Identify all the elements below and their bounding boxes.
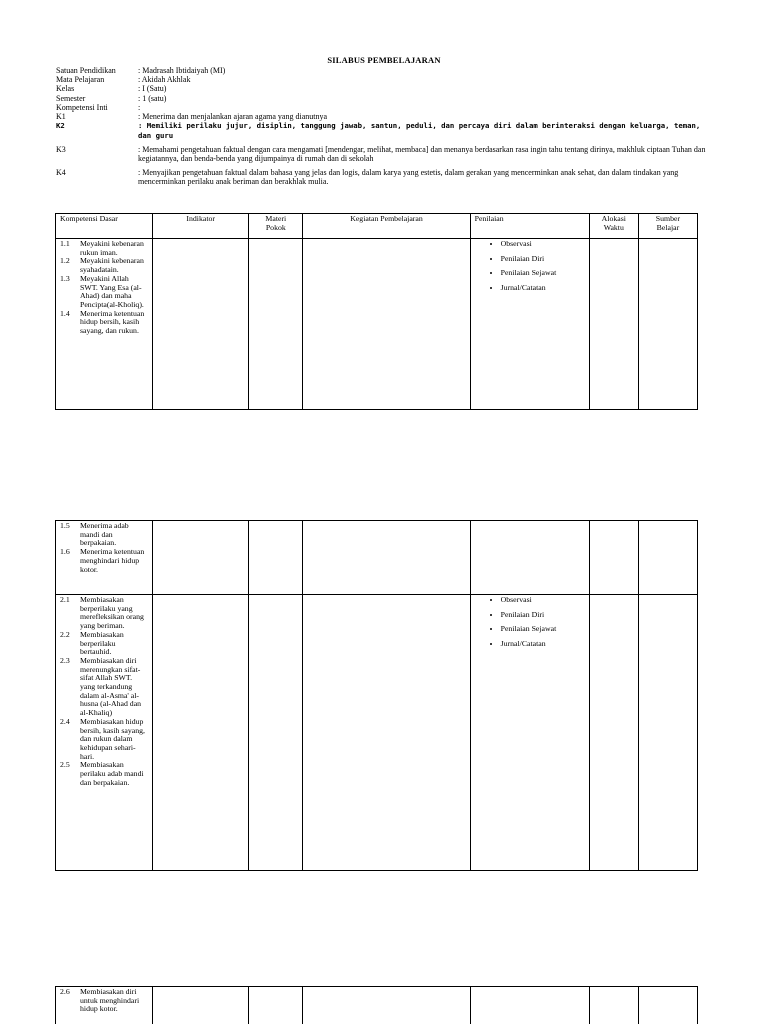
kd-text: Menerima ketentuan hidup bersih, kasih sayang, dan rukun. bbox=[80, 308, 145, 336]
header-line: Materi bbox=[265, 214, 287, 223]
syllabus-info bbox=[56, 66, 716, 186]
indikator-cell bbox=[153, 595, 249, 871]
info-row-k4 bbox=[56, 168, 716, 186]
kd-number: 2.4 bbox=[60, 716, 70, 726]
assessment-item: • Jurnal/Catatan bbox=[501, 284, 585, 293]
header-kegiatan: Kegiatan Pembelajaran bbox=[303, 214, 470, 239]
info-label: K1 bbox=[56, 112, 66, 122]
info-label: Satuan Pendidikan bbox=[56, 66, 116, 75]
info-row-k2 bbox=[56, 121, 716, 141]
list-item bbox=[60, 240, 148, 257]
header-line: Pokok bbox=[265, 222, 286, 232]
materi-cell bbox=[249, 239, 303, 410]
info-value: : bbox=[138, 102, 141, 112]
indikator-cell bbox=[153, 987, 249, 1024]
table-row bbox=[56, 987, 698, 1024]
table-row bbox=[56, 239, 698, 410]
kegiatan-cell bbox=[303, 239, 470, 410]
info-value: : Akidah Akhlak bbox=[138, 75, 191, 85]
materi-cell bbox=[249, 595, 303, 871]
info-value: : Memiliki perilaku jujur, disiplin, tanggung jawab, santun, peduli, dan percaya diri dalam berinteraksi dengan keluarga, teman, dan guru bbox=[138, 121, 701, 141]
sumber-cell bbox=[638, 521, 697, 595]
info-label: Kompetensi Inti bbox=[56, 102, 108, 112]
info-label: Kelas bbox=[56, 84, 75, 94]
header-indikator: Indikator bbox=[153, 214, 249, 239]
header-line: Belajar bbox=[656, 222, 680, 232]
info-label: K4 bbox=[56, 167, 66, 177]
table-row bbox=[56, 595, 698, 871]
info-label: K2 bbox=[56, 121, 65, 131]
kd-text: Membiasakan diri untuk menghindari hidup kotor. bbox=[80, 987, 140, 1014]
kd-text: Meyakini kebenaran syahadatain. bbox=[80, 256, 144, 275]
penilaian-cell bbox=[470, 987, 589, 1024]
sumber-cell bbox=[638, 987, 697, 1024]
kd-number: 1.2 bbox=[60, 256, 70, 266]
header-kompetensi-dasar: Kompetensi Dasar bbox=[56, 214, 153, 239]
sumber-cell bbox=[638, 239, 697, 410]
kd-text: Menerima ketentuan menghindari hidup kotor. bbox=[80, 547, 145, 574]
header-line: Sumber bbox=[655, 214, 681, 223]
indikator-cell bbox=[153, 521, 249, 595]
info-row bbox=[56, 103, 716, 112]
kd-text: Membiasakan diri merenungkan sifat-sifat Allah SWT. yang terkandung dalam al-Asma' al-husna (al-Ahad dan al-Khaliq) bbox=[80, 655, 142, 718]
list-item bbox=[60, 275, 148, 310]
kd-cell bbox=[56, 987, 153, 1024]
list-item bbox=[60, 310, 148, 336]
info-row bbox=[56, 75, 716, 84]
materi-cell bbox=[249, 521, 303, 595]
list-item bbox=[60, 988, 148, 1014]
kd-number: 1.1 bbox=[60, 239, 70, 248]
penilaian-cell bbox=[470, 521, 589, 595]
kd-text: Menerima adab mandi dan berpakaian. bbox=[80, 521, 129, 548]
kd-number: 1.3 bbox=[60, 273, 70, 283]
kd-number: 2.3 bbox=[60, 655, 70, 665]
syllabus-table-3 bbox=[55, 986, 698, 1024]
assessment-item: • Penilaian Sejawat bbox=[501, 269, 585, 278]
list-item bbox=[60, 596, 148, 631]
info-row bbox=[56, 94, 716, 103]
alokasi-cell bbox=[589, 595, 638, 871]
header-penilaian: Penilaian bbox=[470, 214, 589, 239]
indikator-cell bbox=[153, 239, 249, 410]
kd-text: Membiasakan hidup bersih, kasih sayang, dan rukun dalam kehidupan sehari-hari. bbox=[80, 716, 145, 761]
info-label: Mata Pelajaran bbox=[56, 75, 105, 85]
info-row-k1 bbox=[56, 112, 716, 121]
header-line: Waktu bbox=[603, 222, 624, 232]
kd-text: Membiasakan berperilaku yang merefleksikan orang yang beriman. bbox=[80, 595, 144, 631]
kd-cell bbox=[56, 521, 153, 595]
info-label: K3 bbox=[56, 145, 66, 155]
info-value: : I (Satu) bbox=[138, 84, 167, 94]
table-3-viewport bbox=[0, 986, 768, 1024]
syllabus-table-2 bbox=[55, 520, 698, 871]
page-title: SILABUS PEMBELAJARAN bbox=[327, 55, 441, 65]
penilaian-cell bbox=[470, 595, 589, 871]
alokasi-cell bbox=[589, 987, 638, 1024]
table-row bbox=[56, 521, 698, 595]
assessment-item: • Penilaian Diri bbox=[501, 611, 585, 620]
info-row bbox=[56, 84, 716, 93]
header-materi-pokok bbox=[249, 214, 303, 239]
list-item bbox=[60, 657, 148, 718]
kd-number: 1.6 bbox=[60, 547, 70, 557]
kegiatan-cell bbox=[303, 595, 470, 871]
alokasi-cell bbox=[589, 239, 638, 410]
list-item bbox=[60, 548, 148, 574]
syllabus-table-1 bbox=[55, 213, 698, 410]
assessment-item: • Observasi bbox=[501, 596, 585, 605]
list-item bbox=[60, 631, 148, 657]
table-header-row bbox=[56, 214, 698, 239]
kd-number: 2.5 bbox=[60, 760, 70, 770]
assessment-item: • Penilaian Sejawat bbox=[501, 625, 585, 634]
info-value: : Madrasah Ibtidaiyah (MI) bbox=[138, 66, 226, 75]
kd-number: 2.6 bbox=[60, 987, 70, 996]
assessment-item: • Observasi bbox=[501, 240, 585, 249]
kd-cell bbox=[56, 595, 153, 871]
info-value: : 1 (satu) bbox=[138, 93, 167, 103]
sumber-cell bbox=[638, 595, 697, 871]
info-row bbox=[56, 66, 716, 75]
penilaian-cell bbox=[470, 239, 589, 410]
assessment-item: • Penilaian Diri bbox=[501, 255, 585, 264]
list-item bbox=[60, 522, 148, 548]
kegiatan-cell bbox=[303, 987, 470, 1024]
kd-cell bbox=[56, 239, 153, 410]
kd-number: 1.4 bbox=[60, 308, 70, 318]
info-row-k3 bbox=[56, 145, 716, 163]
list-item bbox=[60, 761, 148, 787]
header-sumber-belajar bbox=[638, 214, 697, 239]
alokasi-cell bbox=[589, 521, 638, 595]
info-value: : Menyajikan pengetahuan faktual dalam bahasa yang jelas dan logis, dalam karya yang estetis, dalam gerakan yang mencerminkan anak sehat, dan dalam tindakan yang mencerminkan perilaku anak beriman dan berakhlak mulia. bbox=[138, 167, 679, 186]
kd-text: Membiasakan berperilaku bertauhid. bbox=[80, 629, 124, 657]
kd-number: 2.1 bbox=[60, 595, 70, 604]
list-item bbox=[60, 257, 148, 274]
assessment-item: • Jurnal/Catatan bbox=[501, 640, 585, 649]
list-item bbox=[60, 718, 148, 762]
kegiatan-cell bbox=[303, 521, 470, 595]
kd-text: Meyakini kebenaran rukun iman. bbox=[80, 239, 144, 257]
kd-number: 1.5 bbox=[60, 521, 70, 530]
info-label: Semester bbox=[56, 93, 86, 103]
materi-cell bbox=[249, 987, 303, 1024]
kd-number: 2.2 bbox=[60, 629, 70, 639]
header-alokasi-waktu bbox=[589, 214, 638, 239]
kd-text: Membiasakan perilaku adab mandi dan berpakaian. bbox=[80, 760, 144, 787]
kd-text: Meyakini Allah SWT. Yang Esa (al-Ahad) dan maha Pencipta(al-Kholiq). bbox=[80, 273, 144, 309]
info-value: : Memahami pengetahuan faktual dengan cara mengamati [mendengar, melihat, membaca] dan menanya berdasarkan rasa ingin tahu tentang dirinya, makhluk ciptaan Tuhan dan kegiatannya, dan benda-benda yang dijumpainya di rumah dan di sekolah bbox=[138, 145, 706, 164]
info-value: : Menerima dan menjalankan ajaran agama yang dianutnya bbox=[138, 112, 328, 122]
header-line: Alokasi bbox=[601, 214, 626, 223]
